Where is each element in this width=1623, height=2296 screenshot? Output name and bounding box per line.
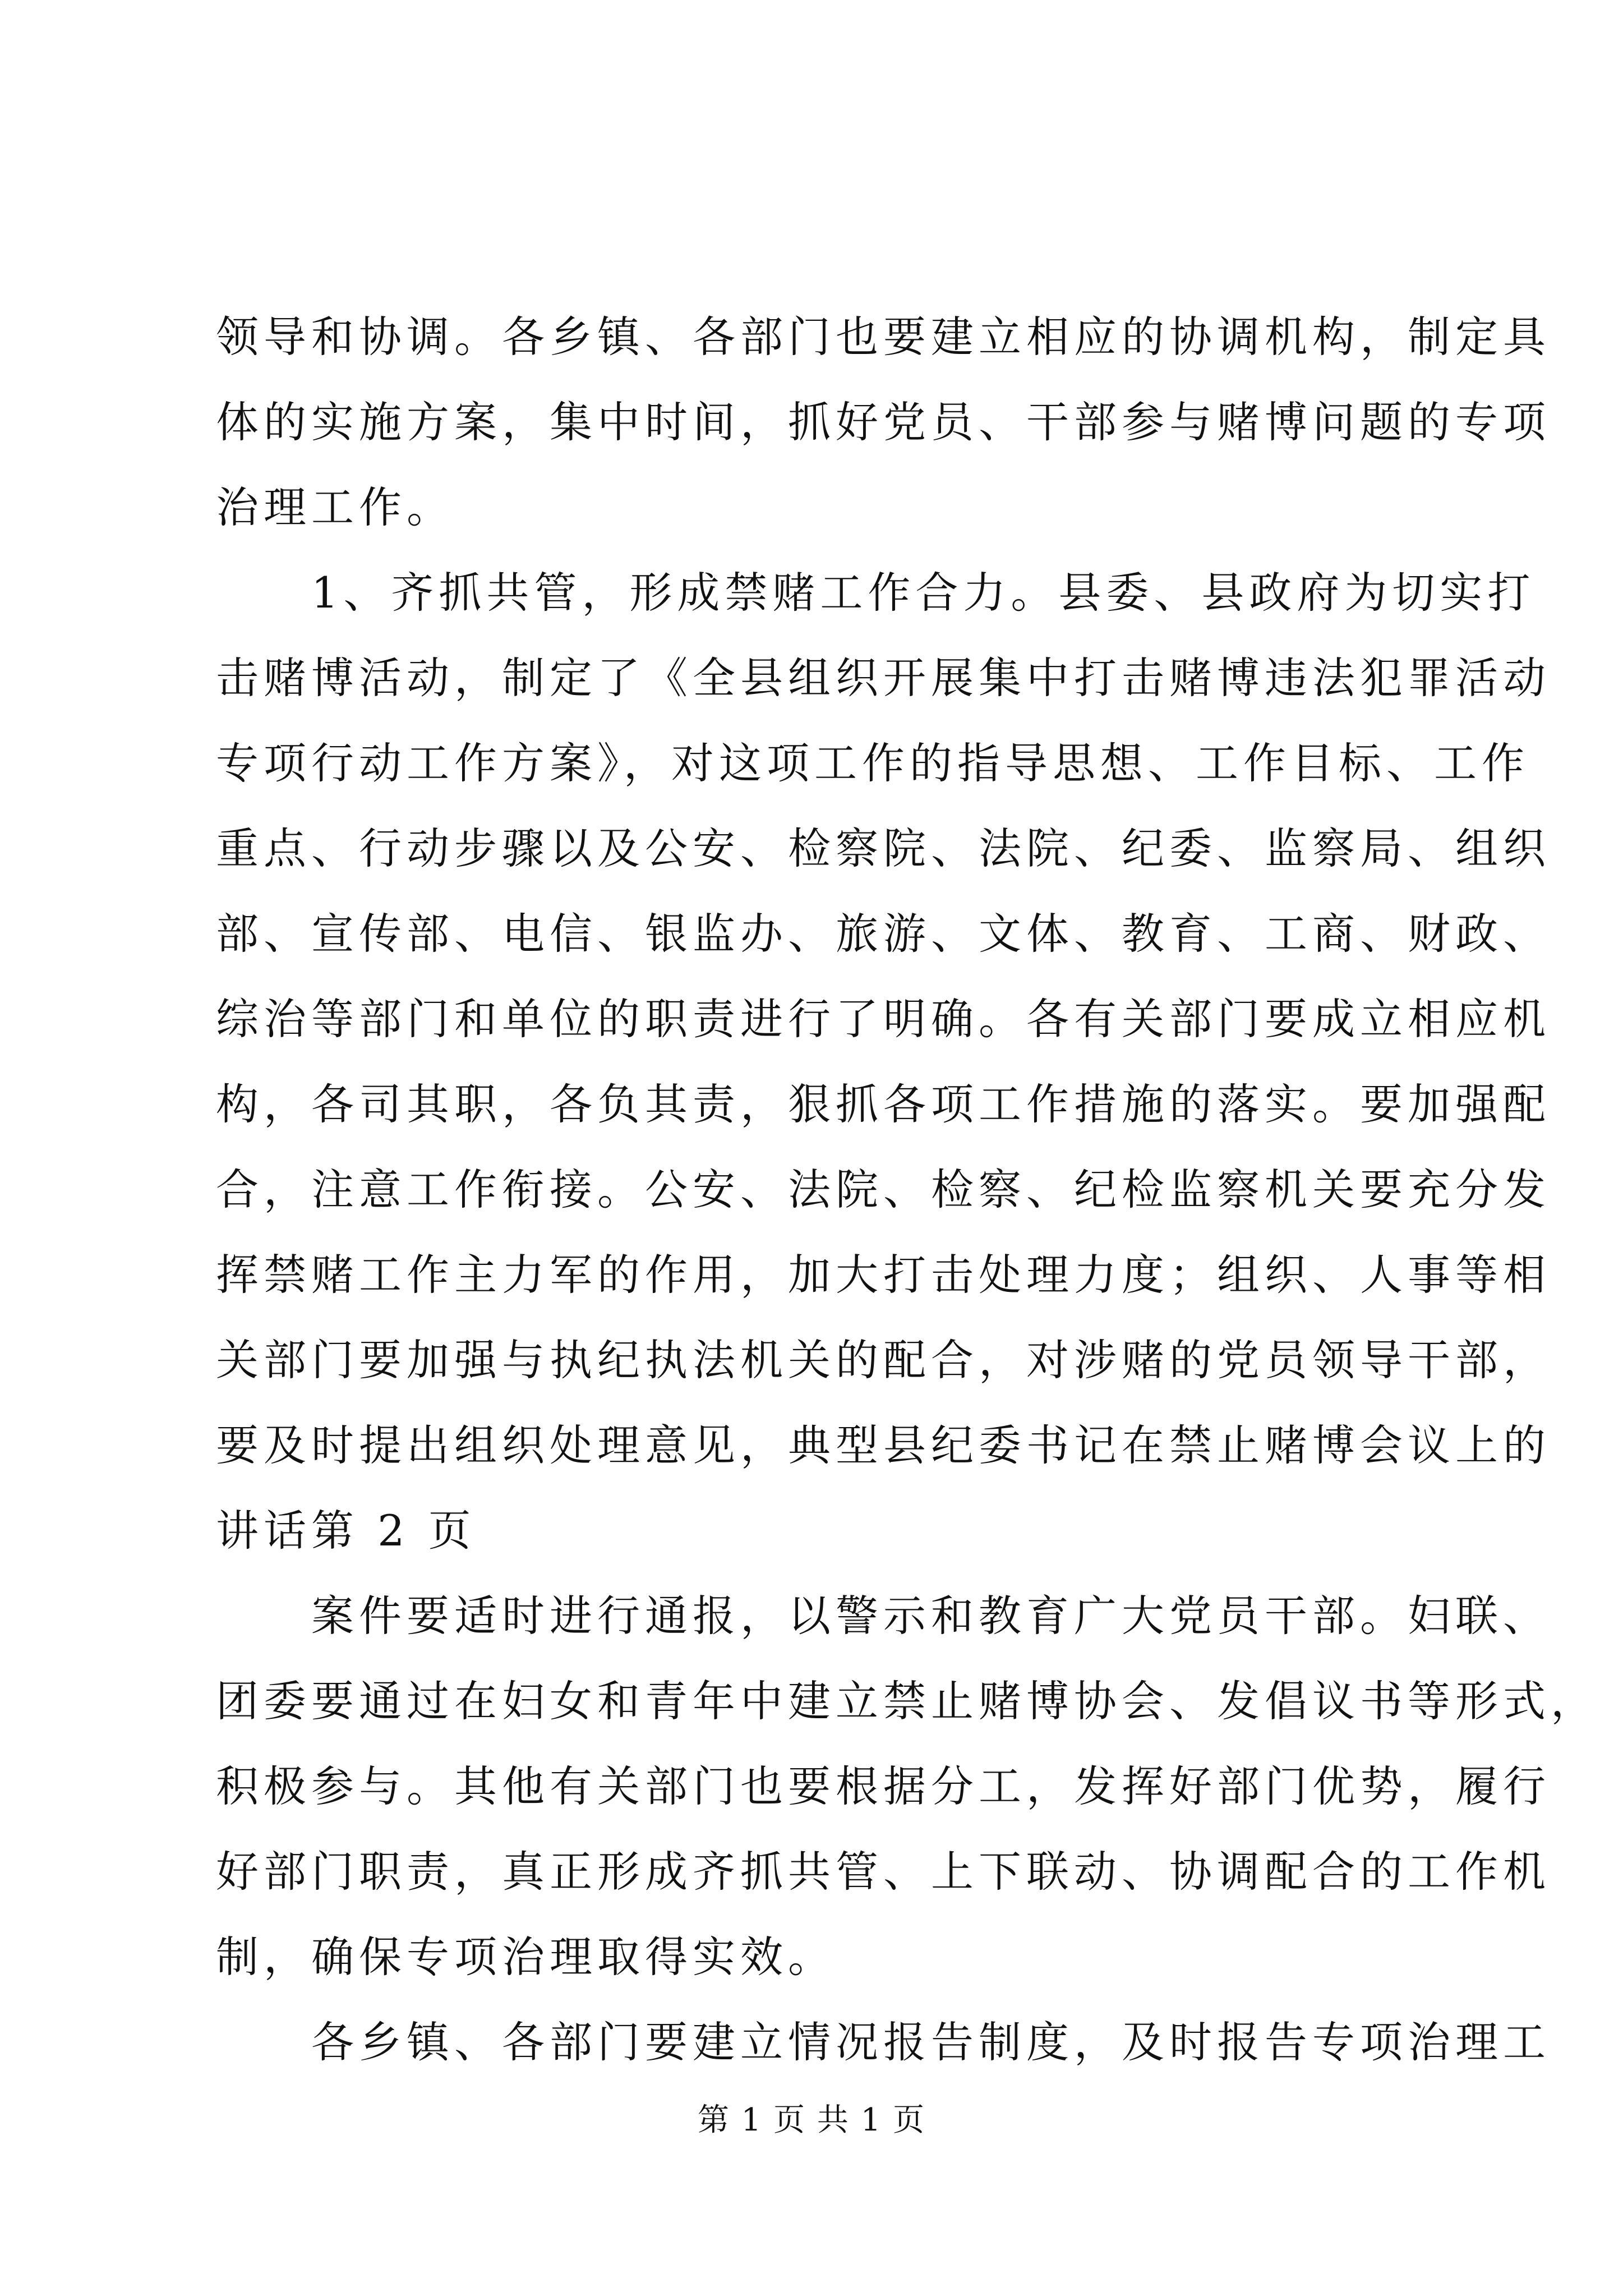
text-line-8: 部、宣传部、电信、银监办、旅游、文体、教育、工商、财政、	[216, 909, 1551, 959]
text-line-13: 关部门要加强与执纪执法机关的配合，对涉赌的党员领导干部，	[216, 1335, 1551, 1385]
text-line-9: 综治等部门和单位的职责进行了明确。各有关部门要成立相应机	[216, 994, 1551, 1044]
text-line-17: 团委要通过在妇女和青年中建立禁止赌博协会、发倡议书等形式，	[216, 1676, 1598, 1726]
text-line-12: 挥禁赌工作主力军的作用，加大打击处理力度；组织、人事等相	[216, 1250, 1551, 1300]
text-line-21: 各乡镇、各部门要建立情况报告制度，及时报告专项治理工	[216, 2017, 1551, 2067]
text-line-11: 合，注意工作衔接。公安、法院、检察、纪检监察机关要充分发	[216, 1165, 1551, 1214]
text-line-1: 领导和协调。各乡镇、各部门也要建立相应的协调机构，制定具	[216, 312, 1551, 362]
page-footer: 第 1 页 共 1 页	[697, 2102, 926, 2138]
text-line-2: 体的实施方案，集中时间，抓好党员、干部参与赌博问题的专项	[216, 397, 1551, 447]
text-line-19: 好部门职责，真正形成齐抓共管、上下联动、协调配合的工作机	[216, 1847, 1551, 1897]
text-line-7: 重点、行动步骤以及公安、检察院、法院、纪委、监察局、组织	[216, 823, 1551, 873]
text-line-20: 制，确保专项治理取得实效。	[216, 1932, 836, 1982]
text-line-4: 1、齐抓共管，形成禁赌工作合力。县委、县政府为切实打	[216, 568, 1536, 618]
text-line-18: 积极参与。其他有关部门也要根据分工，发挥好部门优势，履行	[216, 1761, 1551, 1811]
text-line-3: 治理工作。	[216, 482, 454, 532]
text-line-15: 讲话第 2 页	[216, 1506, 476, 1556]
text-line-14: 要及时提出组织处理意见，典型县纪委书记在禁止赌博会议上的	[216, 1420, 1551, 1470]
text-line-5: 击赌博活动，制定了《全县组织开展集中打击赌博违法犯罪活动	[216, 653, 1551, 703]
document-body	[216, 295, 1598, 2085]
text-line-16: 案件要适时进行通报，以警示和教育广大党员干部。妇联、	[216, 1591, 1551, 1641]
text-line-6: 专项行动工作方案》，对这项工作的指导思想、工作目标、工作	[216, 738, 1529, 788]
text-line-10: 构，各司其职，各负其责，狠抓各项工作措施的落实。要加强配	[216, 1079, 1551, 1129]
